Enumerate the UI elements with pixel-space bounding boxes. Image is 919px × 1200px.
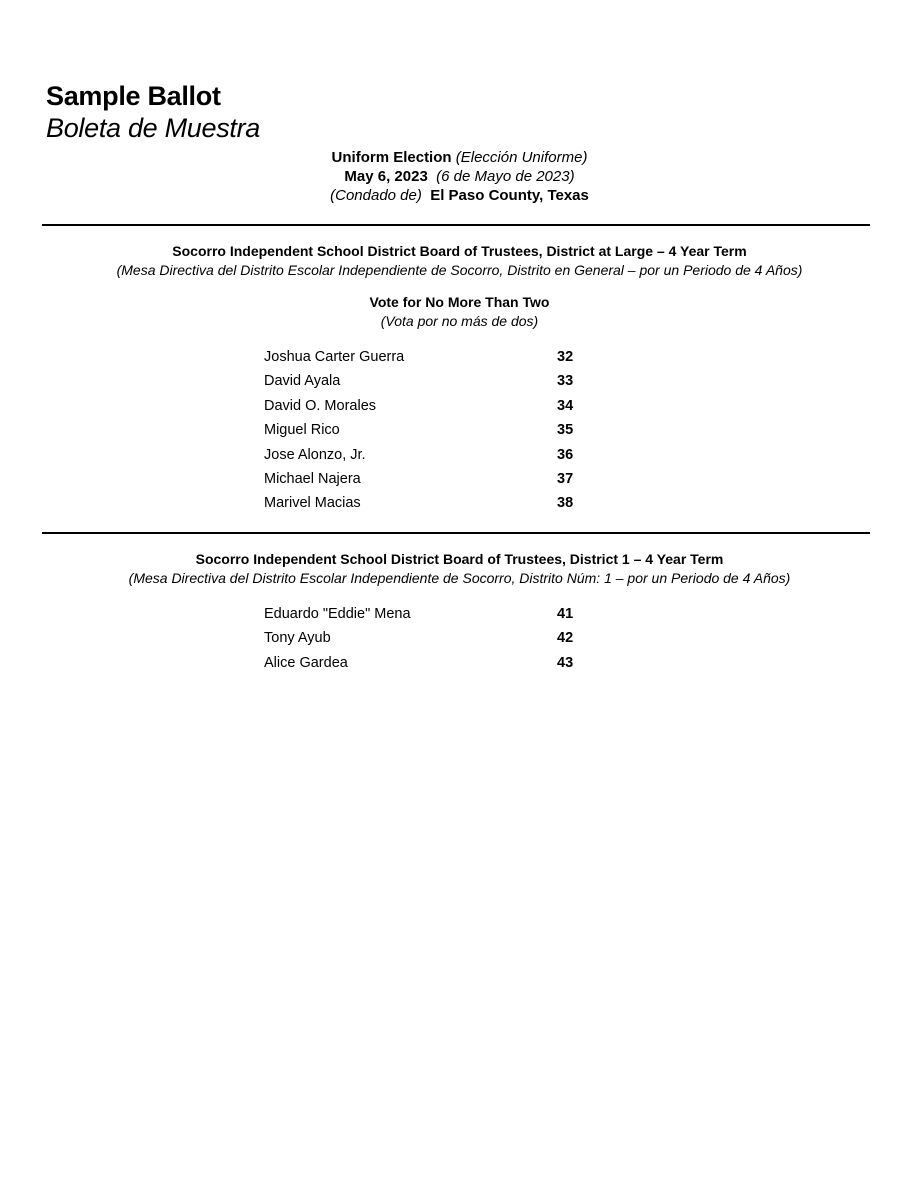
vote-instruction-english: Vote for No More Than Two: [369, 294, 550, 310]
race-title-spanish: (Mesa Directiva del Distrito Escolar Independiente de Socorro, Distrito Núm: 1 – por un Periodo de 4 Años): [128, 570, 791, 586]
candidate-row[interactable]: [264, 369, 604, 393]
candidate-number: 42: [557, 630, 574, 647]
candidate-name: Eduardo "Eddie" Mena: [264, 606, 411, 622]
candidate-number: 32: [557, 349, 574, 365]
candidate-number: 34: [557, 397, 574, 414]
candidate-number: 37: [557, 470, 574, 487]
candidate-row[interactable]: [264, 345, 604, 369]
candidate-row[interactable]: [264, 651, 604, 675]
section-divider: [42, 532, 870, 534]
section-divider: [42, 224, 870, 226]
race-title-spanish: (Mesa Directiva del Distrito Escolar Independiente de Socorro, Distrito en General – por un Periodo de 4 Años): [116, 262, 803, 278]
ballot-title-block: [46, 80, 260, 144]
candidate-name: David O. Morales: [264, 397, 377, 414]
race-header-district-1: [0, 550, 919, 588]
candidate-name: Tony Ayub: [264, 630, 331, 647]
election-name: Uniform Election: [331, 149, 452, 166]
candidate-name: Alice Gardea: [264, 654, 348, 671]
candidate-list-at-large: [264, 345, 604, 516]
race-title: Socorro Independent School District Board of Trustees, District 1 – 4 Year Term: [195, 551, 724, 567]
candidate-name: David Ayala: [264, 373, 341, 390]
ballot-title-english: Sample Ballot: [46, 81, 221, 111]
candidate-row[interactable]: [264, 418, 604, 442]
candidate-name: Marivel Macias: [264, 495, 361, 512]
candidate-row[interactable]: [264, 626, 604, 650]
candidate-number: 35: [557, 422, 574, 439]
election-date: May 6, 2023: [344, 168, 428, 185]
candidate-row[interactable]: [264, 394, 604, 418]
candidate-number: 43: [557, 654, 574, 671]
race-title: Socorro Independent School District Board of Trustees, District at Large – 4 Year Term: [172, 243, 747, 259]
candidate-row[interactable]: [264, 467, 604, 491]
candidate-row[interactable]: [264, 602, 604, 626]
candidate-name: Jose Alonzo, Jr.: [264, 446, 366, 463]
candidate-row[interactable]: [264, 443, 604, 467]
candidate-number: 41: [557, 606, 574, 622]
candidate-row[interactable]: [264, 491, 604, 515]
vote-instruction-spanish: (Vota por no más de dos): [380, 313, 539, 329]
candidate-name: Miguel Rico: [264, 422, 340, 439]
ballot-title-spanish: Boleta de Muestra: [46, 113, 261, 143]
candidate-name: Michael Najera: [264, 470, 361, 487]
county-prefix-spanish: (Condado de): [330, 187, 422, 204]
candidate-name: Joshua Carter Guerra: [264, 349, 405, 365]
candidate-number: 33: [557, 373, 574, 390]
county-name: El Paso County, Texas: [430, 187, 589, 204]
election-name-spanish: (Elección Uniforme): [455, 149, 588, 166]
race-header-at-large: [0, 242, 919, 280]
election-date-spanish: (6 de Mayo de 2023): [436, 168, 575, 185]
vote-instruction: [0, 293, 919, 331]
election-info: [0, 148, 919, 205]
candidate-list-district-1: [264, 602, 604, 675]
candidate-number: 36: [557, 446, 574, 463]
candidate-number: 38: [557, 495, 574, 512]
